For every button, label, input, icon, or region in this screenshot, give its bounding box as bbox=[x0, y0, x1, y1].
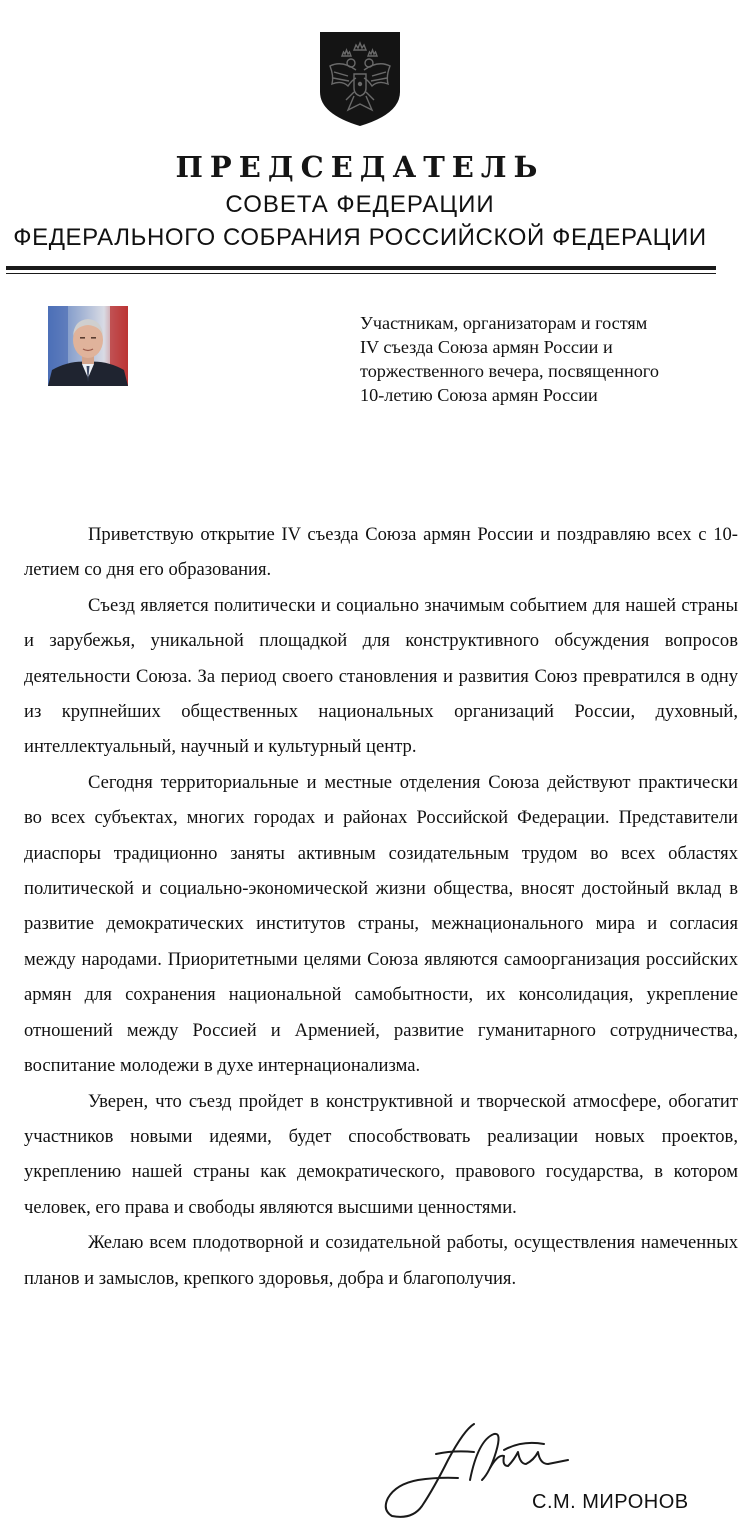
header-rule-thick bbox=[6, 266, 716, 270]
body-paragraph: Желаю всем плодотворной и созидательной работы, осуществления намеченных планов и замыслов, крепкого здоровья, добра и благополучия. bbox=[24, 1232, 738, 1289]
header-rule-thin bbox=[6, 273, 716, 274]
letterhead-title: ПРЕДСЕДАТЕЛЬ bbox=[175, 150, 545, 184]
body-paragraph: Съезд является политически и социально значимым событием для нашей страны и зарубежья, уникальной площадкой для конструктивного обсуждения вопросов деятельности Союза. За период своего становления и развития Союз превратился в одну из крупнейших общественных национальных организаций России, духовный, интеллектуальный, научный и культурный центр. bbox=[24, 594, 738, 758]
letterhead-subtitle-1: СОВЕТА ФЕДЕРАЦИИ bbox=[225, 191, 495, 218]
addressee-line: Участникам, организаторам и гостям bbox=[360, 313, 648, 333]
addressee-line: IV съезда Союза армян России и bbox=[360, 337, 613, 357]
body-paragraph: Уверен, что съезд пройдет в конструктивной и творческой атмосфере, обогатит участников новыми идеями, будет способствовать реализации новых проектов, укреплению нашей страны как демократического, правового государства, в котором человек, его права и свободы являются высшими ценностями. bbox=[24, 1090, 738, 1218]
letterhead-subtitle-2: ФЕДЕРАЛЬНОГО СОБРАНИЯ РОССИЙСКОЙ ФЕДЕРАЦИИ bbox=[13, 224, 707, 251]
addressee-block bbox=[360, 311, 730, 407]
body-paragraph: Приветствую открытие IV съезда Союза армян России и поздравляю всех с 10-летием со дня его образования. bbox=[24, 524, 738, 581]
letter-body bbox=[24, 517, 738, 1296]
addressee-line: 10-летию Союза армян России bbox=[360, 385, 598, 405]
portrait-photo bbox=[48, 306, 128, 386]
body-paragraph: Сегодня территориальные и местные отделения Союза действуют практически во всех субъектах, многих городах и районах Российской Федерации. Представители диаспоры традиционно заняты активным созидательным трудом во всех областях политической и социально-экономической жизни общества, вносят достойный вклад в развитие демократических институтов страны, межнационального мира и согласия между народами. Приоритетными целями Союза являются самоорганизация российских армян для сохранения национальной самобытности, их консолидация, укрепление отношений между Россией и Арменией, развитие гуманитарного сотрудничества, воспитание молодежи в духе интернационализма. bbox=[24, 771, 738, 1077]
signer-name: С.М. МИРОНОВ bbox=[532, 1491, 689, 1513]
coat-of-arms-icon bbox=[318, 30, 402, 128]
addressee-line: торжественного вечера, посвященного bbox=[360, 361, 659, 381]
